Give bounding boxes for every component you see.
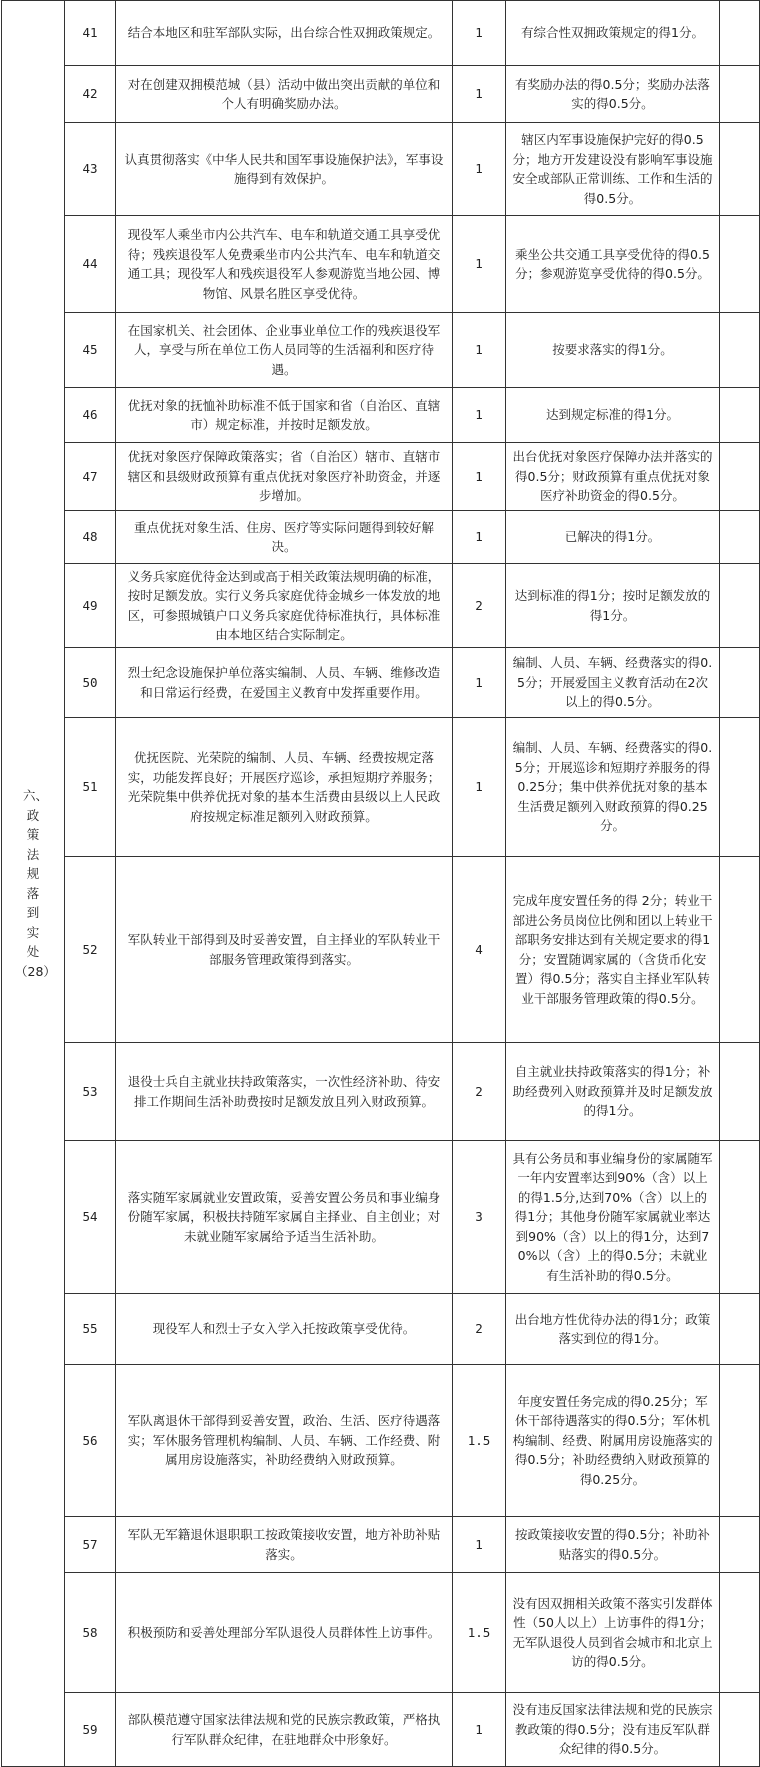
- item-number: 46: [65, 388, 116, 443]
- item-content: 义务兵家庭优待金达到或高于相关政策法规明确的标准，按时足额发放。实行义务兵家庭优待金城乡一体发放的地区，可参照城镇户口义务兵家庭优待标准执行，具体标准由本地区结合实际制定。: [116, 564, 453, 648]
- item-score: 1: [453, 216, 506, 313]
- category-label-line: 政: [26, 807, 40, 823]
- scoring-criteria: 出台地方性优待办法的得1分；政策落实到位的得1分。: [506, 1294, 720, 1365]
- item-content: 重点优抚对象生活、住房、医疗等实际问题得到较好解决。: [116, 511, 453, 564]
- item-content: 军队转业干部得到及时妥善安置，自主择业的军队转业干部服务管理政策得到落实。: [116, 857, 453, 1043]
- item-note: [720, 66, 760, 123]
- item-content: 现役军人乘坐市内公共汽车、电车和轨道交通工具享受优待；残疾退役军人免费乘坐市内公共汽车、电车和轨道交通工具；现役军人和残疾退役军人参观游览当地公园、博物馆、风景名胜区享受优待。: [116, 216, 453, 313]
- table-row: [2, 564, 760, 648]
- item-note: [720, 648, 760, 718]
- table-row: [2, 718, 760, 857]
- item-note: [720, 1365, 760, 1517]
- item-note: [720, 1294, 760, 1365]
- scoring-criteria: 自主就业扶持政策落实的得1分；补助经费列入财政预算并及时足额发放的得1分。: [506, 1043, 720, 1141]
- category-cell: [2, 1, 65, 1767]
- item-number: 56: [65, 1365, 116, 1517]
- item-note: [720, 1517, 760, 1573]
- category-label-line: 实: [26, 924, 40, 940]
- item-score: 2: [453, 564, 506, 648]
- scoring-criteria: 有综合性双拥政策规定的得1分。: [506, 1, 720, 66]
- category-label-line: 规: [26, 866, 40, 881]
- table-row: [2, 123, 760, 216]
- table-body: [2, 1, 760, 1767]
- table-row: [2, 388, 760, 443]
- item-content: 现役军人和烈士子女入学入托按政策享受优待。: [116, 1294, 453, 1365]
- item-number: 53: [65, 1043, 116, 1141]
- item-content: 优抚对象医疗保障政策落实；省（自治区）辖市、直辖市辖区和县级财政预算有重点优抚对象医疗补助资金，并逐步增加。: [116, 443, 453, 511]
- scoring-criteria: 已解决的得1分。: [506, 511, 720, 564]
- scoring-criteria: 编制、人员、车辆、经费落实的得0.5分；开展爱国主义教育活动在2次以上的得0.5分。: [506, 648, 720, 718]
- item-note: [720, 388, 760, 443]
- item-number: 54: [65, 1141, 116, 1294]
- item-number: 41: [65, 1, 116, 66]
- category-label-line: 到: [26, 905, 40, 920]
- scoring-criteria: 有奖励办法的得0.5分；奖励办法落实的得0.5分。: [506, 66, 720, 123]
- table-row: [2, 1693, 760, 1767]
- item-score: 1: [453, 1517, 506, 1573]
- scoring-criteria: 没有违反国家法律法规和党的民族宗教政策的得0.5分；没有违反军队群众纪律的得0.5分。: [506, 1693, 720, 1767]
- category-label-line: 法: [26, 846, 40, 862]
- scoring-criteria: 出台优抚对象医疗保障办法并落实的得0.5分；财政预算有重点优抚对象医疗补助资金的得0.5分。: [506, 443, 720, 511]
- item-content: 优抚医院、光荣院的编制、人员、车辆、经费按规定落实，功能发挥良好；开展医疗巡诊，承担短期疗养服务；光荣院集中供养优抚对象的基本生活费由县级以上人民政府按规定标准足额列入财政预算。: [116, 718, 453, 857]
- item-number: 58: [65, 1573, 116, 1693]
- item-score: 1: [453, 443, 506, 511]
- table-row: [2, 1517, 760, 1573]
- table-row: [2, 648, 760, 718]
- scoring-criteria: 达到标准的得1分；按时足额发放的得1分。: [506, 564, 720, 648]
- item-number: 47: [65, 443, 116, 511]
- item-note: [720, 1573, 760, 1693]
- item-note: [720, 857, 760, 1043]
- item-number: 45: [65, 313, 116, 388]
- table-row: [2, 216, 760, 313]
- item-number: 48: [65, 511, 116, 564]
- item-content: 退役士兵自主就业扶持政策落实，一次性经济补助、待安排工作期间生活补助费按时足额发放且列入财政预算。: [116, 1043, 453, 1141]
- table-row: [2, 1043, 760, 1141]
- table-row: [2, 1365, 760, 1517]
- item-note: [720, 123, 760, 216]
- item-content: 结合本地区和驻军部队实际，出台综合性双拥政策规定。: [116, 1, 453, 66]
- scoring-criteria: 按要求落实的得1分。: [506, 313, 720, 388]
- category-label-line: 处: [26, 944, 40, 959]
- table-row: [2, 857, 760, 1043]
- item-note: [720, 1043, 760, 1141]
- scoring-criteria: 乘坐公共交通工具享受优待的得0.5分；参观游览享受优待的得0.5分。: [506, 216, 720, 313]
- item-content: 优抚对象的抚恤补助标准不低于国家和省（自治区、直辖市）规定标准，并按时足额发放。: [116, 388, 453, 443]
- item-number: 43: [65, 123, 116, 216]
- item-content: 落实随军家属就业安置政策，妥善安置公务员和事业编身份随军家属，积极扶持随军家属自主择业、自主创业；对未就业随军家属给予适当生活补助。: [116, 1141, 453, 1294]
- item-note: [720, 564, 760, 648]
- scoring-criteria: 具有公务员和事业编身份的家属随军一年内安置率达到90%（含）以上的得1.5分,达到70%（含）以上的得1分；其他身份随军家属就业率达到90%（含）以上的得1分，达到70%以（含）上的得0.5分；未就业有生活补助的得0.5分。: [506, 1141, 720, 1294]
- table-row: [2, 1141, 760, 1294]
- scoring-criteria: 没有因双拥相关政策不落实引发群体性（50人以上）上访事件的得1分；无军队退役人员到省会城市和北京上访的得0.5分。: [506, 1573, 720, 1693]
- table-row: [2, 443, 760, 511]
- evaluation-table: [1, 0, 760, 1767]
- item-score: 1: [453, 1, 506, 66]
- item-note: [720, 443, 760, 511]
- item-score: 1: [453, 313, 506, 388]
- item-number: 50: [65, 648, 116, 718]
- item-content: 军队无军籍退休退职职工按政策接收安置，地方补助补贴落实。: [116, 1517, 453, 1573]
- category-label-line: 落: [26, 885, 40, 901]
- item-content: 部队模范遵守国家法律法规和党的民族宗教政策，严格执行军队群众纪律，在驻地群众中形象好。: [116, 1693, 453, 1767]
- table-row: [2, 1, 760, 66]
- item-note: [720, 216, 760, 313]
- table-row: [2, 313, 760, 388]
- item-score: 1.5: [453, 1365, 506, 1517]
- item-note: [720, 313, 760, 388]
- item-score: 3: [453, 1141, 506, 1294]
- item-content: 对在创建双拥模范城（县）活动中做出突出贡献的单位和个人有明确奖励办法。: [116, 66, 453, 123]
- category-label-line: 策: [26, 827, 40, 842]
- table-row: [2, 1573, 760, 1693]
- item-score: 2: [453, 1294, 506, 1365]
- item-note: [720, 1693, 760, 1767]
- table-row: [2, 511, 760, 564]
- scoring-criteria: 按政策接收安置的得0.5分；补助补贴落实的得0.5分。: [506, 1517, 720, 1573]
- scoring-criteria: 编制、人员、车辆、经费落实的得0.5分；开展巡诊和短期疗养服务的得0.25分；集中供养优抚对象的基本生活费足额列入财政预算的得0.25分。: [506, 718, 720, 857]
- item-note: [720, 1141, 760, 1294]
- item-content: 军队离退休干部得到妥善安置，政治、生活、医疗待遇落实；军休服务管理机构编制、人员、车辆、工作经费、附属用房设施落实，补助经费纳入财政预算。: [116, 1365, 453, 1517]
- item-content: 烈士纪念设施保护单位落实编制、人员、车辆、维修改造和日常运行经费，在爱国主义教育中发挥重要作用。: [116, 648, 453, 718]
- item-number: 52: [65, 857, 116, 1043]
- item-content: 认真贯彻落实《中华人民共和国军事设施保护法》，军事设施得到有效保护。: [116, 123, 453, 216]
- item-score: 1: [453, 66, 506, 123]
- item-content: 在国家机关、社会团体、企业事业单位工作的残疾退役军人，享受与所在单位工伤人员同等的生活福利和医疗待遇。: [116, 313, 453, 388]
- item-note: [720, 1, 760, 66]
- item-score: 4: [453, 857, 506, 1043]
- item-note: [720, 511, 760, 564]
- item-number: 51: [65, 718, 116, 857]
- item-number: 59: [65, 1693, 116, 1767]
- scoring-criteria: 辖区内军事设施保护完好的得0.5分；地方开发建设没有影响军事设施安全或部队正常训练、工作和生活的得0.5分。: [506, 123, 720, 216]
- item-score: 1: [453, 511, 506, 564]
- table-row: [2, 1294, 760, 1365]
- item-score: 1: [453, 388, 506, 443]
- scoring-criteria: 年度安置任务完成的得0.25分；军休干部待遇落实的得0.5分；军休机构编制、经费、附属用房设施落实的得0.5分；补助经费纳入财政预算的得0.25分。: [506, 1365, 720, 1517]
- item-score: 1: [453, 718, 506, 857]
- category-label-line: （28）: [15, 963, 56, 979]
- item-score: 1: [453, 1693, 506, 1767]
- item-score: 1.5: [453, 1573, 506, 1693]
- item-score: 2: [453, 1043, 506, 1141]
- item-note: [720, 718, 760, 857]
- table-row: [2, 66, 760, 123]
- item-content: 积极预防和妥善处理部分军队退役人员群体性上访事件。: [116, 1573, 453, 1693]
- item-score: 1: [453, 648, 506, 718]
- item-number: 55: [65, 1294, 116, 1365]
- item-number: 42: [65, 66, 116, 123]
- item-number: 57: [65, 1517, 116, 1573]
- item-number: 44: [65, 216, 116, 313]
- item-number: 49: [65, 564, 116, 648]
- category-label: [15, 786, 56, 981]
- scoring-criteria: 达到规定标准的得1分。: [506, 388, 720, 443]
- item-score: 1: [453, 123, 506, 216]
- category-label-line: 六、: [23, 788, 49, 803]
- scoring-criteria: 完成年度安置任务的得 2分；转业干部进公务员岗位比例和团以上转业干部职务安排达到有关规定要求的得1分；安置随调家属的（含货币化安置）得0.5分；落实自主择业军队转业干部服务管理政策的得0.5分。: [506, 857, 720, 1043]
